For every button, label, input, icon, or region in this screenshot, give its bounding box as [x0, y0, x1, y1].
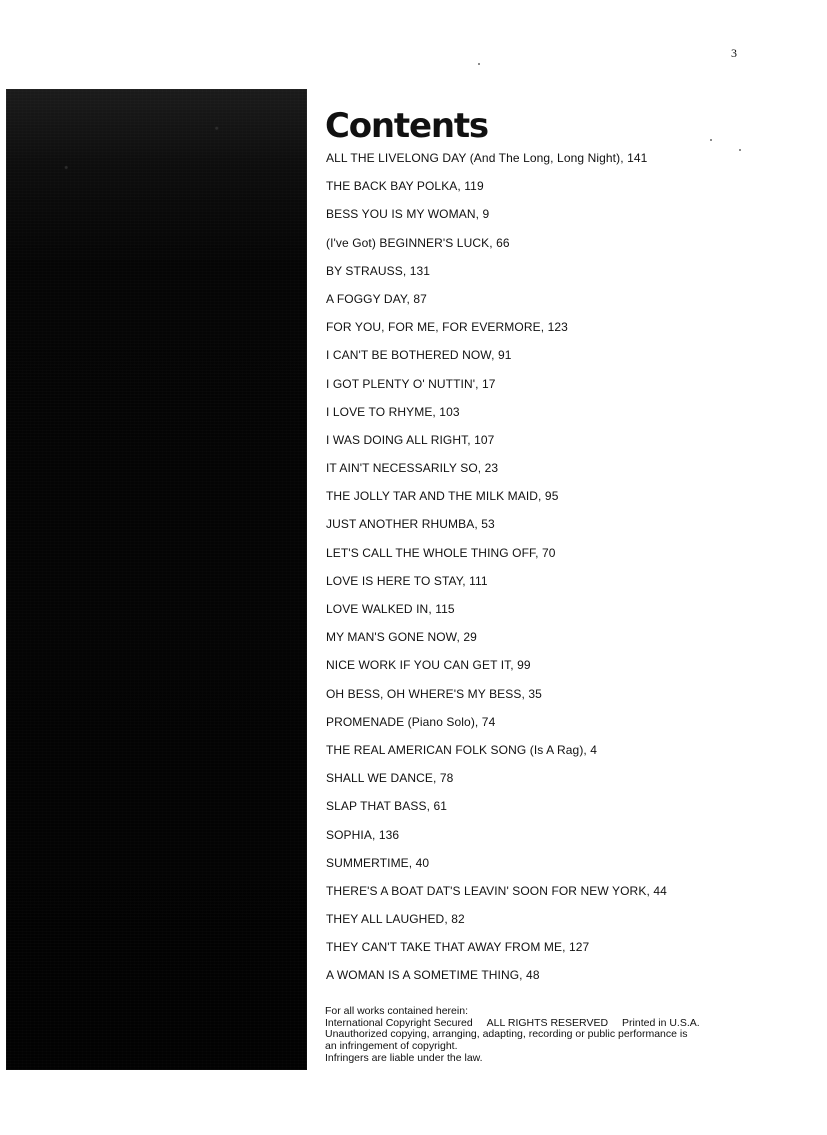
contents-entry: [326, 940, 667, 968]
rights-reserved-text: ALL RIGHTS RESERVED: [486, 1016, 609, 1029]
entry-page-number: , 87: [406, 292, 426, 306]
entry-page-number: , 91: [491, 348, 511, 362]
entry-title: BESS YOU IS MY WOMAN: [326, 207, 476, 222]
entry-page-number: , 17: [475, 377, 495, 391]
contents-entry: [326, 546, 667, 574]
entry-page-number: , 111: [462, 574, 487, 588]
entry-title: JUST ANOTHER RHUMBA: [326, 517, 475, 532]
entry-page-number: , 123: [541, 320, 568, 334]
entry-title: OH BESS, OH WHERE'S MY BESS: [326, 686, 522, 701]
entry-title: I LOVE TO RHYME: [326, 404, 433, 419]
entry-title: THE BACK BAY POLKA: [326, 179, 458, 194]
contents-entry: [326, 687, 667, 715]
entry-title: THEY ALL LAUGHED: [326, 912, 445, 927]
entry-title: I WAS DOING ALL RIGHT: [326, 432, 468, 447]
contents-entry: [326, 856, 667, 884]
contents-entry: [326, 884, 667, 912]
entry-page-number: , 66: [489, 236, 509, 250]
entry-title: THERE'S A BOAT DAT'S LEAVIN' SOON FOR NEW YORK: [326, 883, 647, 898]
entry-title: SOPHIA: [326, 827, 372, 842]
entry-title: A WOMAN IS A SOMETIME THING: [326, 968, 520, 983]
contents-entry: [326, 574, 667, 602]
contents-entry: [326, 517, 667, 545]
entry-title: I CAN'T BE BOTHERED NOW: [326, 348, 492, 363]
entry-title: SLAP THAT BASS: [326, 799, 427, 814]
contents-entry: [326, 602, 667, 630]
entry-title: FOR YOU, FOR ME, FOR EVERMORE: [326, 320, 541, 335]
footer-line-5: Infringers are liable under the law.: [325, 1051, 483, 1064]
entry-title: NICE WORK IF YOU CAN GET IT: [326, 658, 511, 673]
entry-page-number: , 9: [476, 207, 490, 221]
contents-entry: [326, 968, 667, 996]
entry-page-number: , 29: [456, 630, 476, 644]
contents-entry: [326, 771, 667, 799]
entry-title: THE REAL AMERICAN FOLK SONG (Is A Rag): [326, 742, 584, 757]
contents-entry: [326, 461, 667, 489]
contents-entry: [326, 264, 667, 292]
entry-title: LET'S CALL THE WHOLE THING OFF: [326, 545, 536, 560]
copyright-notice: [325, 1006, 755, 1065]
contents-entry: [326, 658, 667, 686]
entry-title: LOVE WALKED IN: [326, 602, 429, 616]
contents-entry: [326, 236, 667, 264]
contents-entry: [326, 348, 667, 376]
entry-title: ALL THE LIVELONG DAY (And The Long, Long Night): [326, 151, 621, 165]
entry-title: SUMMERTIME: [326, 855, 409, 870]
contents-entry: [326, 489, 667, 517]
footer-line-1: For all works contained herein:: [325, 1005, 468, 1017]
entry-page-number: , 103: [432, 405, 459, 419]
entry-page-number: , 61: [427, 799, 447, 813]
entry-page-number: , 40: [409, 856, 429, 870]
contents-entry: [326, 292, 667, 320]
entry-title: LOVE IS HERE TO STAY: [326, 573, 463, 588]
entry-page-number: , 115: [428, 602, 454, 616]
entry-page-number: , 82: [444, 912, 464, 926]
contents-list: [326, 151, 667, 997]
entry-page-number: , 141: [620, 151, 647, 165]
contents-entry: [326, 320, 667, 348]
contents-entry: [326, 179, 667, 207]
entry-title: MY MAN'S GONE NOW: [326, 630, 457, 645]
scan-speck: [739, 149, 741, 151]
entry-title: SHALL WE DANCE: [326, 771, 433, 786]
entry-page-number: , 107: [467, 433, 494, 447]
entry-page-number: , 131: [403, 264, 430, 278]
entry-page-number: , 44: [646, 884, 666, 898]
contents-entry: [326, 799, 667, 827]
entry-page-number: , 4: [583, 743, 597, 757]
contents-entry: [326, 715, 667, 743]
contents-title: Contents: [325, 105, 488, 146]
scan-speck: [710, 139, 712, 141]
contents-entry: [326, 912, 667, 940]
entry-page-number: , 95: [538, 489, 558, 503]
entry-page-number: , 119: [457, 179, 483, 193]
black-decorative-panel: [6, 89, 307, 1070]
entry-title: PROMENADE (Piano Solo): [326, 714, 475, 729]
entry-title: BY STRAUSS: [326, 263, 403, 278]
entry-title: I GOT PLENTY O' NUTTIN': [326, 376, 476, 391]
copyright-secured-text: International Copyright Secured: [325, 1016, 473, 1029]
entry-page-number: , 78: [433, 771, 453, 785]
footer-line-4: an infringement of copyright.: [325, 1040, 458, 1053]
entry-page-number: , 35: [521, 687, 541, 701]
entry-title: (I've Got) BEGINNER'S LUCK: [326, 235, 490, 250]
entry-title: THE JOLLY TAR AND THE MILK MAID: [326, 489, 539, 504]
entry-page-number: , 48: [519, 968, 539, 982]
entry-page-number: , 70: [535, 546, 555, 560]
contents-entry: [326, 207, 667, 235]
entry-title: A FOGGY DAY: [326, 291, 407, 306]
printed-in-text: Printed in U.S.A.: [622, 1016, 700, 1029]
entry-page-number: , 74: [475, 715, 495, 729]
footer-line-3: Unauthorized copying, arranging, adapting, recording or public performance is: [325, 1028, 688, 1041]
contents-entry: [326, 630, 667, 658]
contents-entry: [326, 405, 667, 433]
entry-title: THEY CAN'T TAKE THAT AWAY FROM ME: [326, 940, 563, 955]
contents-entry: [326, 433, 667, 461]
entry-page-number: , 23: [478, 461, 498, 475]
entry-page-number: , 53: [474, 517, 494, 531]
page-number: 3: [731, 46, 737, 60]
contents-entry: [326, 377, 667, 405]
entry-page-number: , 136: [372, 828, 399, 842]
contents-entry: [326, 828, 667, 856]
entry-page-number: , 127: [562, 940, 589, 954]
scan-speck: [478, 63, 480, 65]
contents-entry: [326, 743, 667, 771]
entry-title: IT AIN'T NECESSARILY SO: [326, 461, 478, 476]
entry-page-number: , 99: [510, 658, 530, 672]
contents-entry: [326, 151, 667, 179]
